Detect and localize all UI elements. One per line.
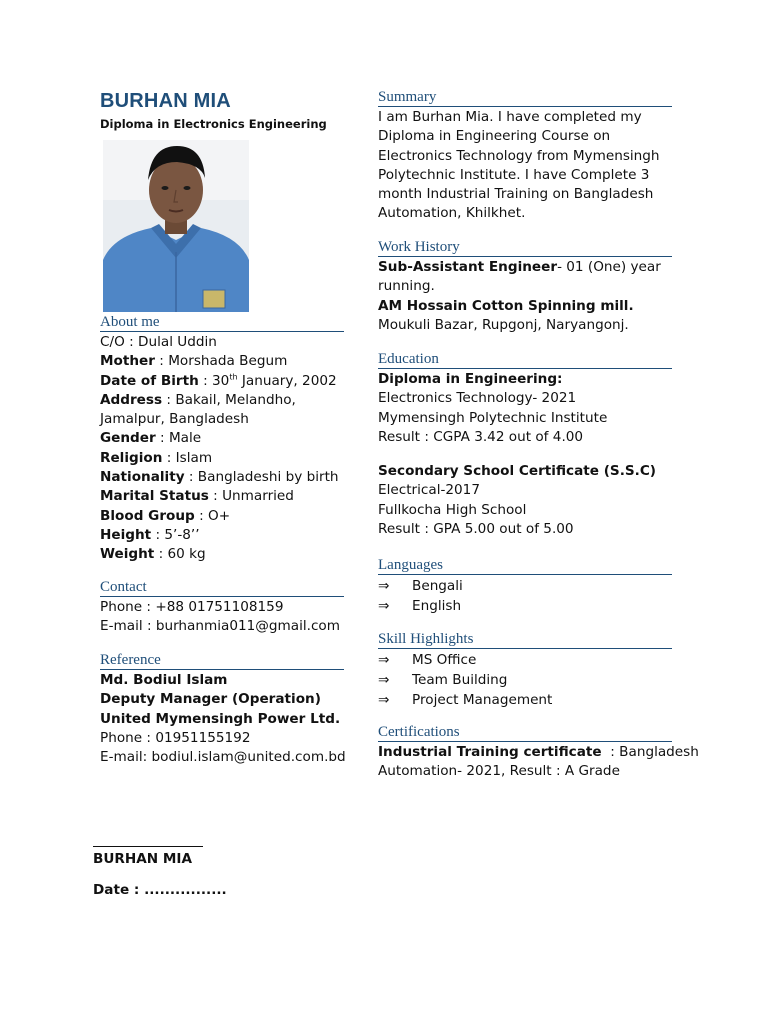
arrow-right-icon: ⇒ [378, 692, 390, 708]
blood-row [100, 507, 344, 526]
summary-line: I am Burhan Mia. I have completed my [378, 109, 642, 125]
arrow-right-icon: ⇒ [378, 578, 390, 594]
religion-row [100, 449, 344, 468]
skill-item [378, 650, 672, 670]
languages-section [378, 556, 672, 616]
co-label: C/O [100, 334, 125, 350]
nationality-value: : Bangladeshi by birth [184, 469, 339, 486]
ssc-school: Fullkocha High School [378, 501, 527, 518]
spacer [378, 447, 672, 462]
candidate-subtitle: Diploma in Electronics Engineering [100, 117, 327, 131]
work-company: AM Hossain Cotton Spinning mill. [378, 297, 634, 314]
weight-value: : 60 kg [154, 546, 206, 563]
candidate-name: BURHAN MIA [100, 90, 231, 112]
height-row [100, 526, 344, 545]
weight-label: Weight [100, 546, 155, 563]
reference-position: Deputy Manager (Operation) [100, 691, 321, 708]
work-role: Sub-Assistant Engineer [378, 259, 558, 275]
diploma-title: Diploma in Engineering: [378, 371, 563, 387]
address-value: : Bakail, Melandho, [162, 391, 296, 408]
marital-row [100, 487, 344, 506]
cert-label: Industrial Training certificate [378, 744, 602, 760]
work-section [378, 238, 672, 335]
skill-item [378, 690, 672, 710]
work-title: Work History [378, 238, 672, 257]
portrait-image [103, 140, 249, 312]
diploma-result: Result : CGPA 3.42 out of 4.00 [378, 428, 584, 445]
summary-line: Automation, Khilkhet. [378, 205, 526, 222]
diploma-tech: Electronics Technology- 2021 [378, 390, 577, 407]
marital-label: Marital Status [100, 488, 209, 505]
summary-title: Summary [378, 88, 672, 107]
address-row [100, 391, 344, 410]
religion-label: Religion [100, 449, 163, 466]
reference-phone: Phone : 01951155192 [100, 729, 251, 746]
mother-value: : Morshada Begum [154, 353, 288, 370]
signature-date: Date : ................ [93, 882, 227, 898]
cert-value: : Bangladesh [601, 744, 699, 760]
summary-line: Polytechnic Institute. I have Complete 3 [378, 166, 650, 183]
about-section [100, 313, 344, 565]
skill-label: MS Office [412, 652, 477, 668]
summary-line: Electronics Technology from Mymensingh [378, 147, 660, 164]
blood-value: : O+ [194, 507, 231, 524]
language-item [378, 576, 672, 596]
mother-row [100, 352, 344, 371]
languages-title: Languages [378, 556, 672, 575]
skill-label: Team Building [412, 672, 508, 688]
language-label: Bengali [412, 578, 463, 594]
certifications-title: Certifications [378, 723, 672, 742]
gender-row [100, 429, 344, 448]
summary-section [378, 88, 672, 224]
cert-line2: Automation- 2021, Result : A Grade [378, 763, 620, 780]
skill-label: Project Management [412, 692, 553, 708]
mother-label: Mother [100, 353, 155, 370]
reference-email: E-mail: bodiul.islam@united.com.bd [100, 749, 346, 766]
arrow-right-icon: ⇒ [378, 598, 390, 614]
ssc-group: Electrical-2017 [378, 482, 480, 499]
nationality-label: Nationality [100, 469, 185, 486]
about-title: About me [100, 313, 344, 332]
work-duration: - 01 (One) year [557, 259, 661, 275]
cert-row [378, 743, 699, 762]
dob-row [100, 372, 344, 391]
profile-photo [103, 140, 249, 312]
gender-value: : Male [155, 430, 202, 447]
dob-month-year: January, 2002 [237, 372, 337, 389]
height-label: Height [100, 526, 152, 543]
arrow-right-icon: ⇒ [378, 652, 390, 668]
address-label: Address [100, 391, 163, 408]
address-line2: Jamalpur, Bangladesh [100, 411, 249, 428]
reference-company: United Mymensingh Power Ltd. [100, 710, 341, 727]
blood-label: Blood Group [100, 507, 195, 524]
skill-item [378, 670, 672, 690]
co-row [100, 333, 344, 352]
summary-line: Diploma in Engineering Course on [378, 128, 611, 145]
contact-section [100, 578, 344, 637]
education-title: Education [378, 350, 672, 369]
certifications-section [378, 723, 699, 782]
weight-row [100, 545, 344, 564]
ssc-title: Secondary School Certificate (S.S.C) [378, 463, 657, 480]
education-section [378, 350, 672, 539]
work-role-row [378, 258, 672, 277]
language-label: English [412, 598, 462, 614]
nationality-row [100, 468, 344, 487]
contact-email: E-mail : burhanmia011@gmail.com [100, 618, 340, 635]
marital-value: : Unmarried [208, 488, 294, 505]
reference-section [100, 651, 344, 767]
contact-title: Contact [100, 578, 344, 597]
signature-name: BURHAN MIA [93, 851, 192, 867]
religion-value: : Islam [162, 449, 213, 466]
dob-label: Date of Birth [100, 372, 199, 389]
height-value: : 5’-8’’ [151, 526, 200, 543]
summary-line: month Industrial Training on Bangladesh [378, 186, 654, 203]
language-item [378, 596, 672, 616]
ssc-result: Result : GPA 5.00 out of 5.00 [378, 521, 574, 538]
signature-line [93, 846, 203, 847]
dob-day: : 30 [198, 372, 230, 389]
work-duration-line2: running. [378, 278, 435, 295]
contact-phone: Phone : +88 01751108159 [100, 599, 284, 615]
diploma-institute: Mymensingh Polytechnic Institute [378, 409, 608, 426]
gender-label: Gender [100, 430, 156, 447]
work-address: Moukuli Bazar, Rupgonj, Naryangonj. [378, 316, 629, 333]
skills-title: Skill Highlights [378, 630, 672, 649]
reference-name: Md. Bodiul Islam [100, 672, 228, 688]
reference-title: Reference [100, 651, 344, 670]
co-value: : Dulal Uddin [124, 334, 217, 350]
skills-section [378, 630, 672, 710]
arrow-right-icon: ⇒ [378, 672, 390, 688]
dob-suffix: th [229, 372, 238, 382]
